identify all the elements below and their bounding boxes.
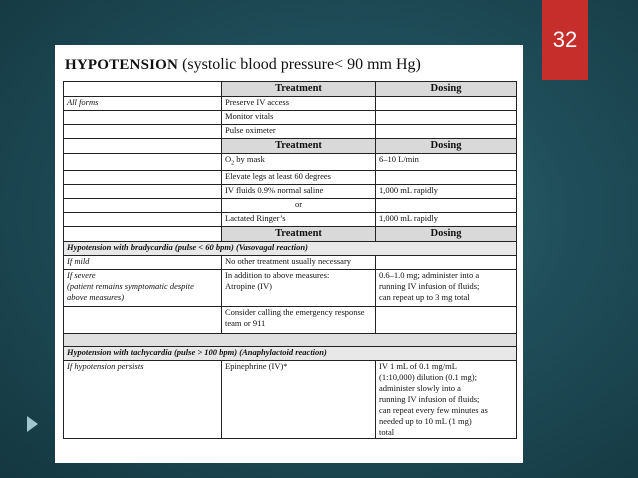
table-row: Pulse oximeter — [64, 125, 517, 139]
document-image — [55, 45, 523, 463]
table-row: Monitor vitals — [64, 111, 517, 125]
bradycardia-section-row: Hypotension with bradycardia (pulse < 60 bpm) (Vasovagal reaction) — [64, 241, 517, 255]
bullet-arrow-icon — [27, 416, 38, 432]
table-row: $O_2$ by mask 6–10 L/min — [64, 154, 517, 171]
table-row: Consider calling the emergency response team or 911 — [64, 306, 517, 333]
table-row: If mild No other treatment usually necessary — [64, 255, 517, 269]
table-row: If hypotension persists Epinephrine (IV)* IV 1 mL of 0.1 mg/mL (1:10,000) dilution (0.1 mg); administer slowly into a running IV infusion of fluids; can repeat every few minutes as needed up to 10 mL (1 mg) total — [64, 360, 517, 438]
dosing-header: Dosing — [376, 226, 517, 241]
slide-number: 32 — [552, 27, 578, 52]
treatment-header: Treatment — [222, 82, 376, 97]
treatment-header: Treatment — [222, 139, 376, 154]
dosing-header: Dosing — [376, 82, 517, 97]
table-spacer-row — [64, 333, 517, 346]
page-title: HYPOTENSION (systolic blood pressure< 90 mm Hg) — [65, 56, 421, 73]
table-row: Lactated Ringer’s 1,000 mL rapidly — [64, 212, 517, 226]
table-row: or — [64, 198, 517, 212]
table-row: All forms Preserve IV access — [64, 97, 517, 111]
treatment-header: Treatment — [222, 226, 376, 241]
tachycardia-section-row: Hypotension with tachycardia (pulse > 100 bpm) (Anaphylactoid reaction) — [64, 346, 517, 360]
dosing-header: Dosing — [376, 139, 517, 154]
table-row: IV fluids 0.9% normal saline 1,000 mL rapidly — [64, 184, 517, 198]
slide-number-badge — [542, 0, 588, 80]
table-row: Elevate legs at least 60 degrees — [64, 170, 517, 184]
hypotension-table — [63, 81, 517, 439]
table-header-row — [64, 139, 517, 154]
table-header-row — [64, 82, 517, 97]
table-row: If severe (patient remains symptomatic despite above measures) In addition to above measures: Atropine (IV) 0.6–1.0 mg; administer into a running IV infusion of fluids; can repeat up to 3 mg total — [64, 269, 517, 306]
table-header-row — [64, 226, 517, 241]
